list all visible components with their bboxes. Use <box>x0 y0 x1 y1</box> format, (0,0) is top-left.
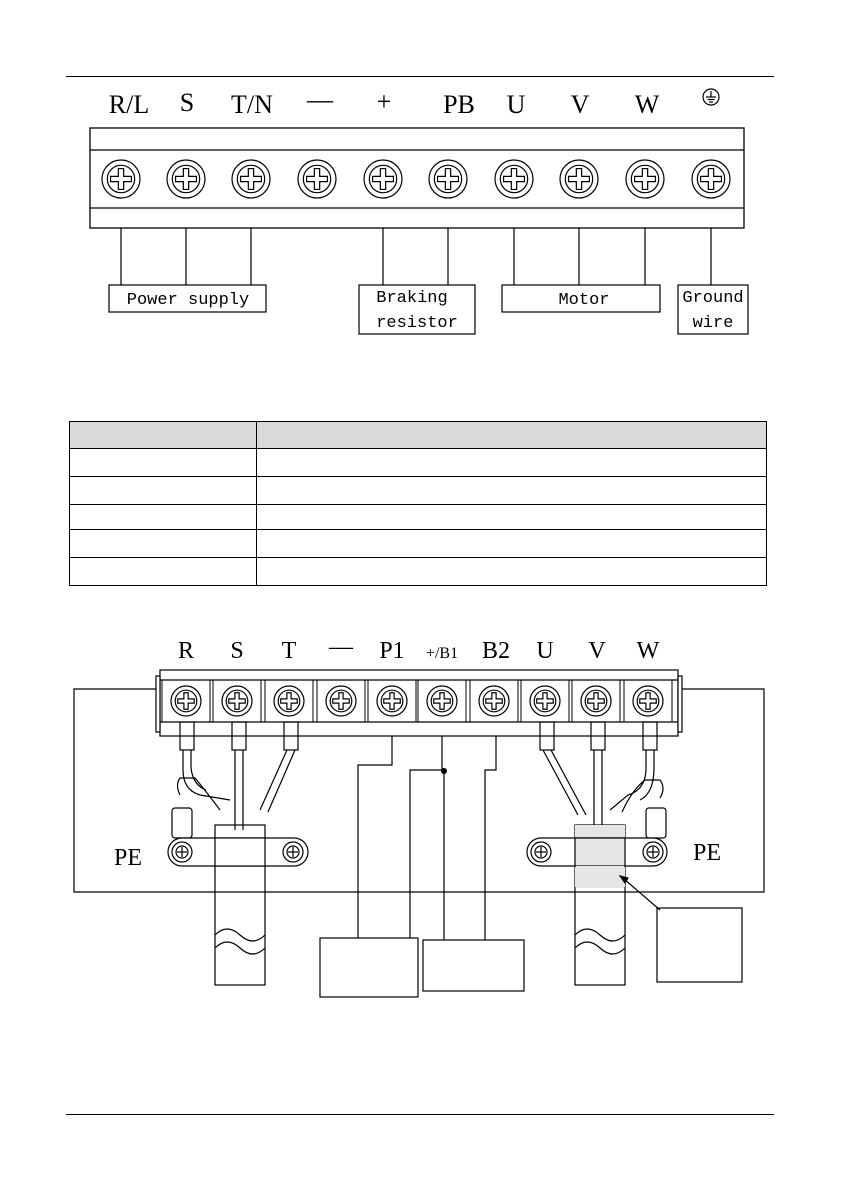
ground-wire-label-line1: Ground <box>682 289 744 308</box>
terminal-label: U <box>506 90 526 119</box>
leader-arrow <box>620 876 660 910</box>
junction-dot <box>441 768 447 774</box>
ground-clamp-right <box>527 838 667 866</box>
pe-label-right: PE <box>692 840 722 866</box>
terminal-label: + <box>376 87 392 116</box>
bottom-terminal-labels <box>178 634 660 664</box>
motor-label: Motor <box>558 291 610 310</box>
terminal-label: +/B1 <box>425 645 459 662</box>
ground-wire-label-line2: wire <box>692 314 734 333</box>
terminal-label: W <box>636 638 660 664</box>
shield-hatch-lower <box>576 866 624 888</box>
callout-boxes <box>320 908 742 997</box>
terminal-label: R <box>177 638 195 664</box>
terminal-label: B2 <box>481 638 511 664</box>
power-supply-label: Power supply <box>126 291 250 310</box>
braking-resistor-label-line1: Braking <box>376 289 448 308</box>
terminal-label: U <box>536 638 554 664</box>
terminal-label: W <box>634 90 660 119</box>
terminal-label: PB <box>443 90 475 119</box>
terminal-label: V <box>588 638 606 664</box>
terminal-label: T/N <box>231 90 273 119</box>
braking-resistor-label-line2: resistor <box>376 314 458 333</box>
terminal-label: S <box>230 638 244 664</box>
terminal-label: T <box>281 638 297 664</box>
terminal-label: S <box>179 88 195 117</box>
terminal-label: R/L <box>108 90 150 119</box>
terminal-label: — <box>329 634 353 660</box>
pe-label-left: PE <box>113 845 143 871</box>
terminal-label: P1 <box>379 638 405 664</box>
terminal-label: — <box>307 85 333 114</box>
dc-bus-wiring <box>358 736 496 940</box>
terminal-label: V <box>570 90 590 119</box>
